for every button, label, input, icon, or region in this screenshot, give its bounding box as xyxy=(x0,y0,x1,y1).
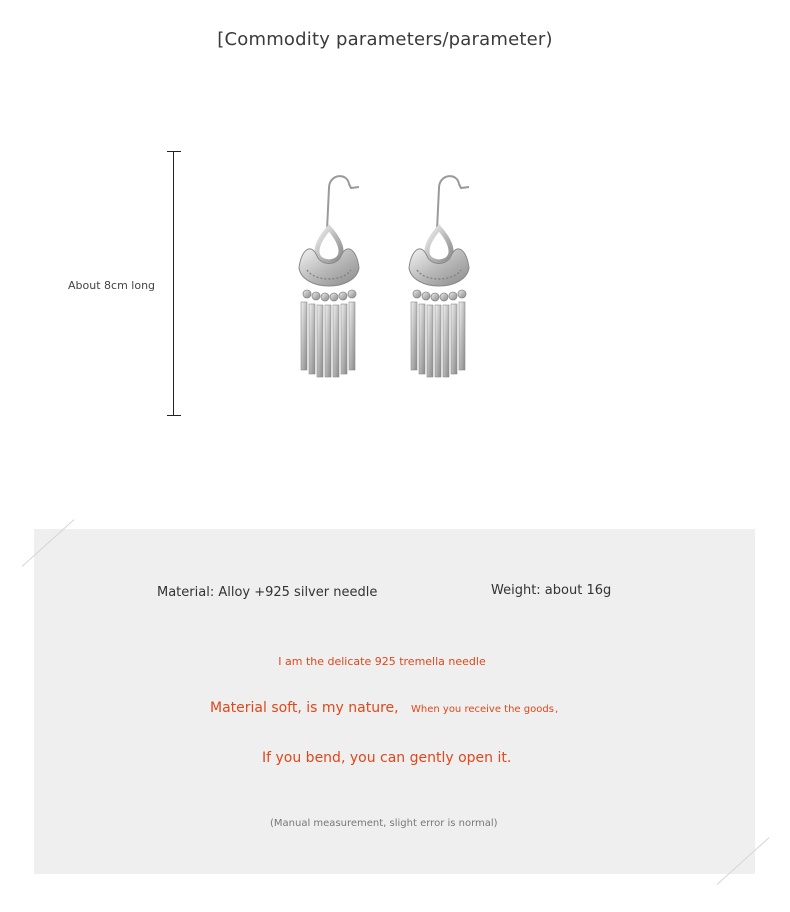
measurement-ruler xyxy=(173,151,174,416)
note-line-2: Material soft, is my nature, xyxy=(210,700,399,716)
note-line-3: If you bend, you can gently open it. xyxy=(262,750,512,766)
disclaimer-note: (Manual measurement, slight error is normal) xyxy=(270,818,498,829)
ruler-bottom-cap xyxy=(167,415,181,416)
material-param: Material: Alloy +925 silver needle xyxy=(157,585,378,600)
note-line-1: I am the delicate 925 tremella needle xyxy=(278,655,486,668)
earrings-image xyxy=(285,170,495,385)
length-label: About 8cm long xyxy=(68,279,156,292)
ruler-top-cap xyxy=(167,151,181,152)
weight-param: Weight: about 16g xyxy=(491,583,612,598)
note-line-2-small: When you receive the goods xyxy=(411,704,554,715)
earring-right xyxy=(409,176,469,377)
note-line-2-comma: , xyxy=(555,704,559,715)
earring-left xyxy=(299,176,359,377)
page-title: [Commodity parameters/parameter) xyxy=(217,29,553,50)
